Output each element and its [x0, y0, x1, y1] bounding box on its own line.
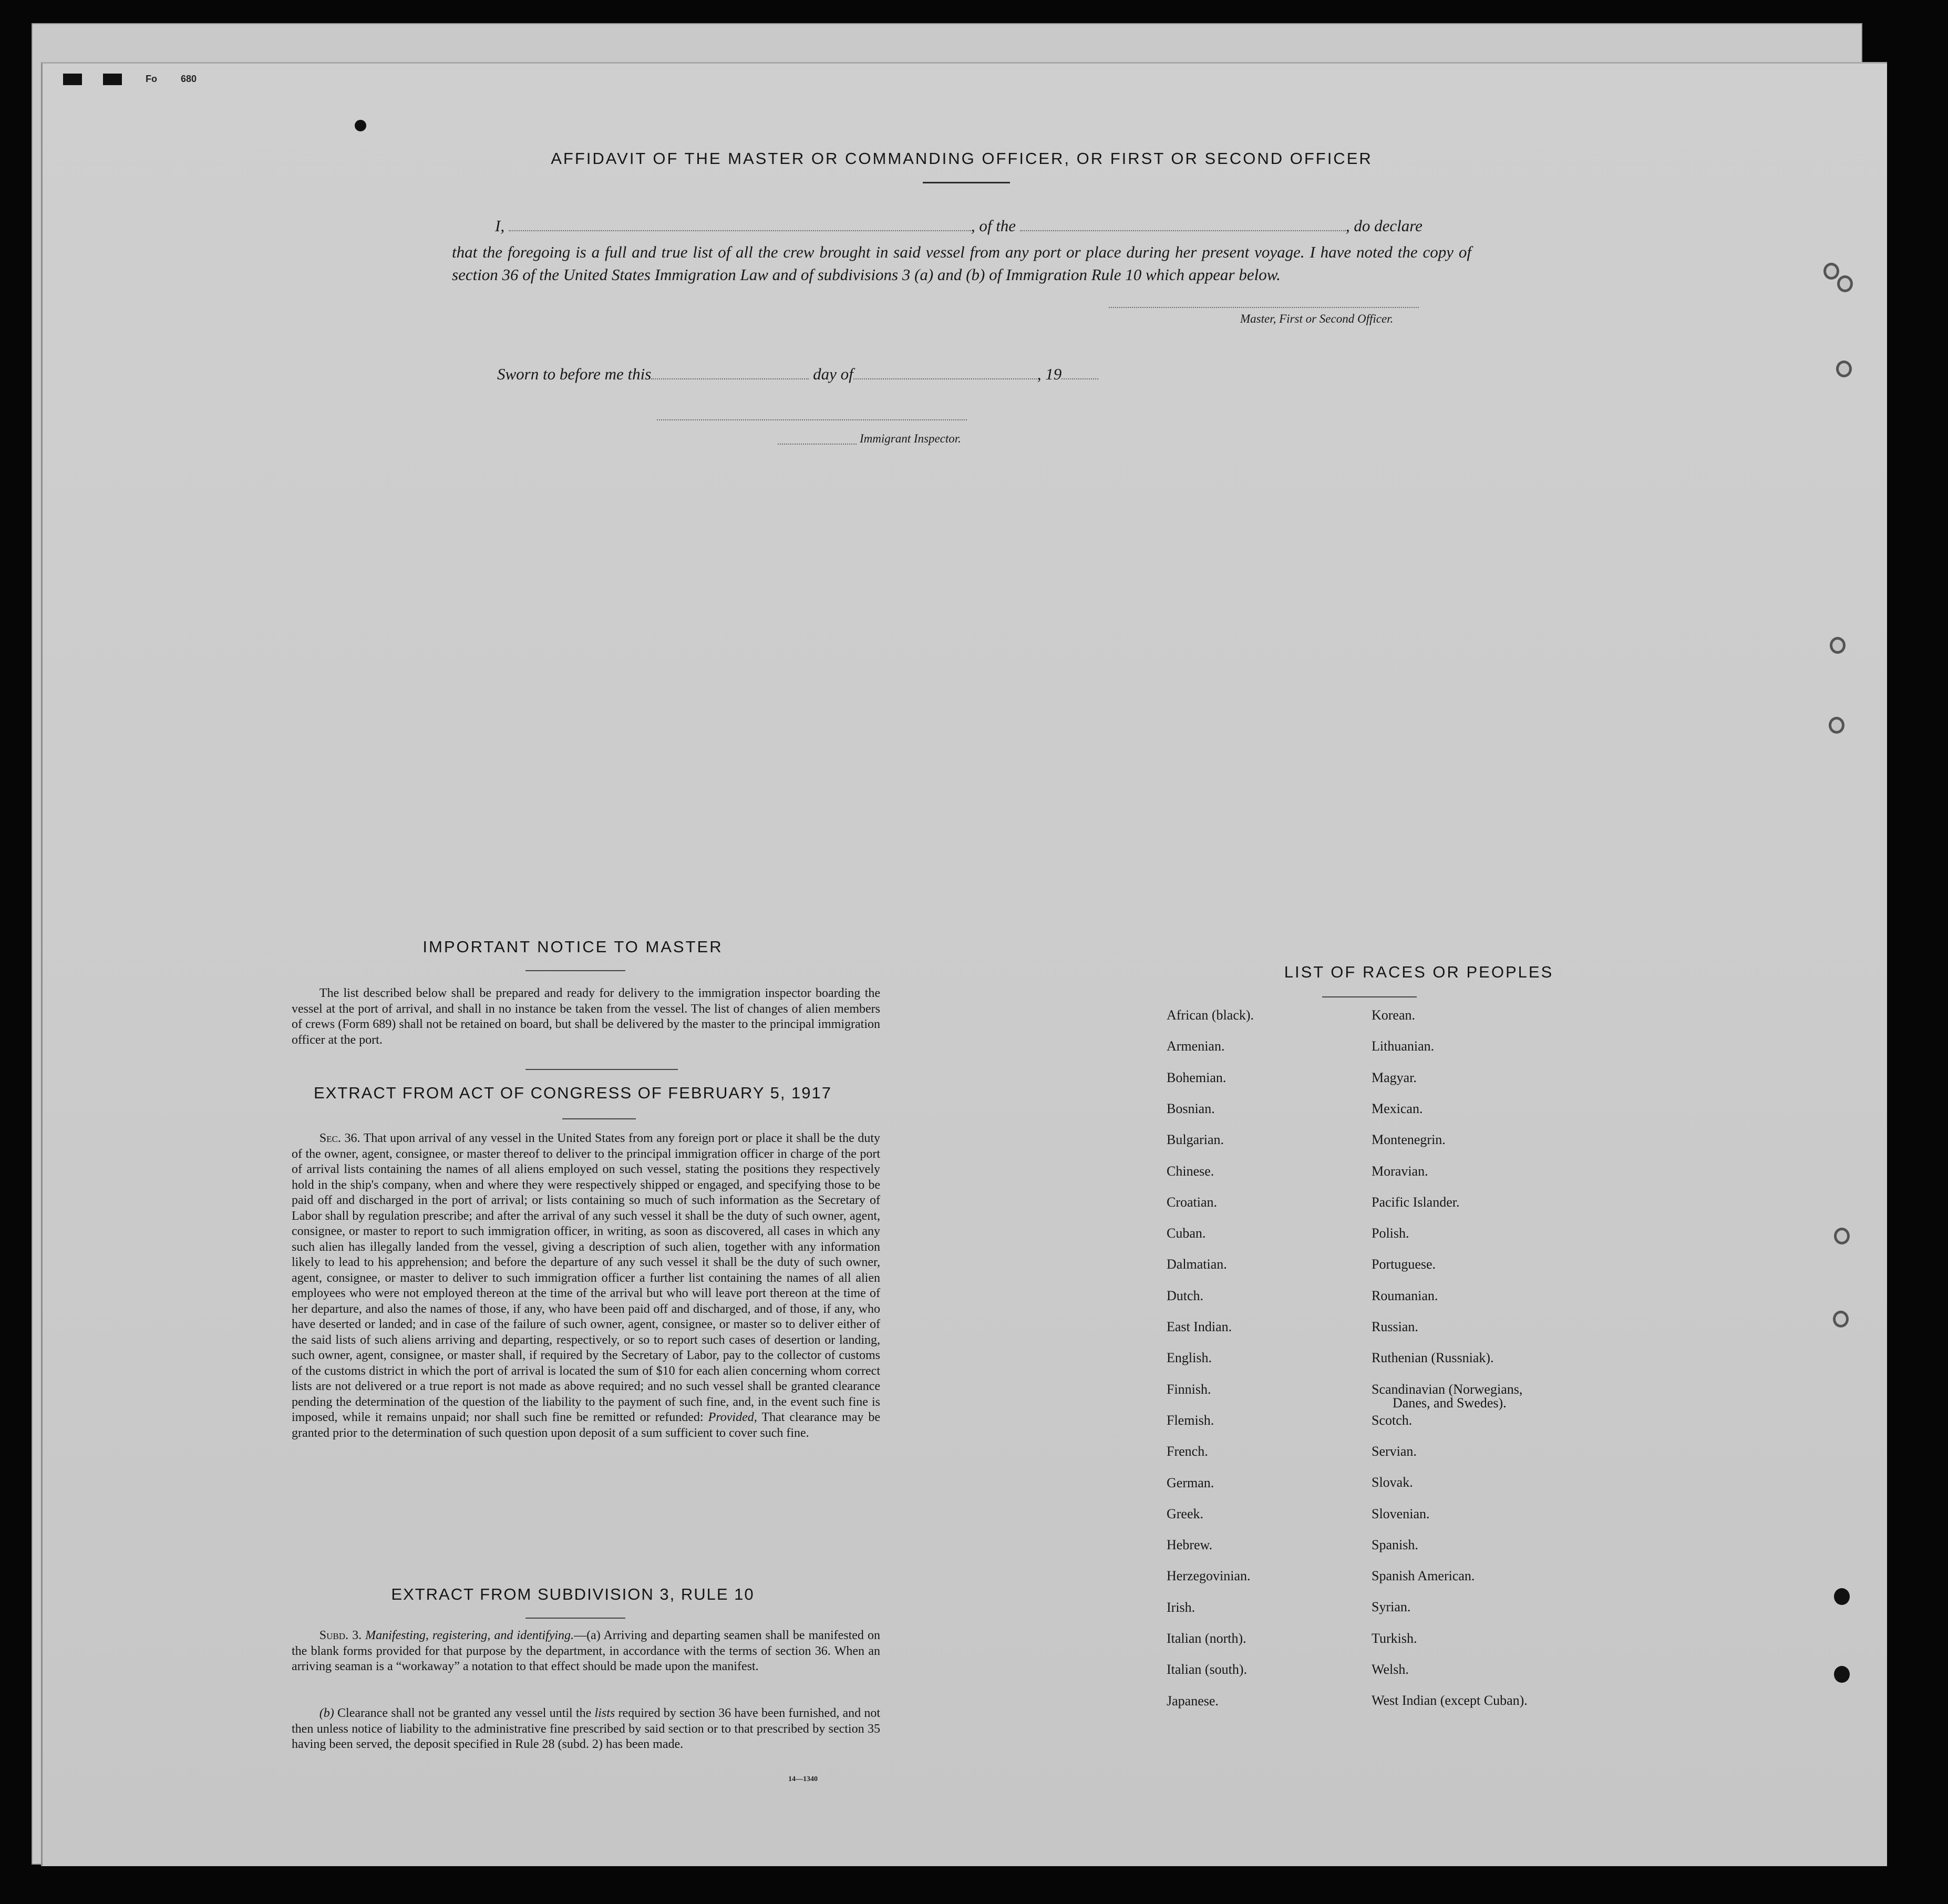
punch-hole-icon [1837, 275, 1853, 292]
race-item-left: Dalmatian. [1167, 1257, 1227, 1272]
punch-hole-icon [1834, 1666, 1850, 1683]
race-item-left: Bulgarian. [1167, 1132, 1224, 1148]
race-item-right: Lithuanian. [1372, 1038, 1435, 1054]
notice-title: IMPORTANT NOTICE TO MASTER [422, 938, 723, 956]
race-item-left: English. [1167, 1350, 1212, 1366]
section-label: Sec. 36. [319, 1131, 360, 1145]
race-item-left: Italian (north). [1167, 1631, 1246, 1646]
rule-extract-title: EXTRACT FROM SUBDIVISION 3, RULE 10 [391, 1585, 755, 1603]
race-item-right: Danes, and Swedes). [1393, 1395, 1507, 1411]
race-item-right: Magyar. [1372, 1069, 1417, 1085]
race-item-right: Servian. [1372, 1443, 1417, 1459]
race-item-right: Russian. [1372, 1319, 1418, 1334]
punch-hole-icon [1829, 717, 1844, 734]
race-item-left: Bosnian. [1167, 1100, 1215, 1116]
races-title: LIST OF RACES OR PEOPLES [1284, 963, 1554, 981]
act-extract-title-rule [562, 1118, 636, 1119]
act-extract-title: EXTRACT FROM ACT OF CONGRESS OF FEBRUARY 5, 1917 [313, 1084, 832, 1102]
inspector-signature-field[interactable] [657, 415, 967, 420]
race-item-right: Welsh. [1372, 1662, 1409, 1677]
race-item-right: Scandinavian (Norwegians, [1372, 1381, 1523, 1397]
race-item-left: East Indian. [1167, 1319, 1232, 1334]
race-item-left: Croatian. [1167, 1194, 1218, 1210]
race-item-left: Dutch. [1167, 1288, 1204, 1303]
race-item-right: Montenegrin. [1372, 1132, 1446, 1148]
race-item-right: Spanish American. [1372, 1568, 1475, 1584]
race-item-left: Armenian. [1167, 1038, 1225, 1054]
race-item-right: Roumanian. [1372, 1288, 1438, 1303]
affidavit-declaration: that the foregoing is a full and true list of all the crew brought in said vessel from any port or place during her present voyage. I have noted the copy of section 36 of the United States Immigration Law and of subdivisions 3 (a) and (b) of Immigration Rule 10 which appear below. [452, 243, 1471, 284]
race-item-right: Pacific Islander. [1372, 1194, 1460, 1210]
race-item-left: Chinese. [1167, 1163, 1214, 1179]
race-item-left: Japanese. [1167, 1693, 1219, 1709]
punch-hole-icon [1833, 1311, 1849, 1327]
race-item-left: Greek. [1167, 1506, 1204, 1521]
notice-text: The list described below shall be prepared and ready for delivery to the immigration inspector boarding the vessel at the port of arrival, and shall in no instance be taken from the vessel. The list of changes of alien members of crews (Form 689) shall not be retained on board, but shall be delivered by the master to the principal immigration officer at the port. [292, 986, 880, 1047]
affidavit-title: AFFIDAVIT OF THE MASTER OR COMMANDING OFFICER, OR FIRST OR SECOND OFFICER [551, 149, 1373, 168]
affidavit-line-1: I, , of the , do declare [495, 217, 1423, 235]
punch-hole-icon [1834, 1228, 1850, 1244]
race-item-right: Turkish. [1372, 1630, 1417, 1646]
stamp-form-number: 680 [181, 74, 197, 84]
race-item-right: Korean. [1372, 1007, 1416, 1023]
form-stamp [63, 74, 197, 85]
officer-name-field[interactable] [509, 226, 971, 231]
stamp-form-label: Fo [146, 74, 158, 84]
race-item-left: Flemish. [1167, 1412, 1214, 1428]
race-item-right: Polish. [1372, 1226, 1409, 1241]
race-item-left: Hebrew. [1167, 1537, 1213, 1553]
race-item-right: Syrian. [1372, 1599, 1411, 1615]
race-item-left: German. [1167, 1475, 1214, 1490]
race-item-right: Ruthenian (Russniak). [1372, 1350, 1494, 1366]
rule-extract-para-a: Subd. 3. Manifesting, registering, and identifying.—(a) Arriving and departing seamen shall be manifested on the blank forms provided for that purpose by the department, in accordance with the terms of section 36. When an arriving seaman is a “workaway” a notation to that effect should be made upon the manifest. [292, 1629, 880, 1673]
race-item-right: Scotch. [1372, 1412, 1413, 1428]
race-item-right: Mexican. [1372, 1100, 1423, 1116]
race-item-right: Portuguese. [1372, 1257, 1436, 1272]
punch-hole-icon [1823, 263, 1839, 280]
races-title-rule [1322, 996, 1417, 997]
vessel-name-field[interactable] [1020, 226, 1346, 231]
sworn-day-field[interactable] [651, 374, 809, 379]
race-item-left: Italian (south). [1167, 1662, 1248, 1677]
race-item-right: Slovak. [1372, 1475, 1413, 1490]
inspector-caption: Immigrant Inspector. [860, 432, 961, 445]
race-item-right: West Indian (except Cuban). [1372, 1693, 1528, 1709]
race-item-left: African (black). [1167, 1007, 1254, 1023]
affidavit-title-rule [923, 182, 1010, 183]
race-item-right: Slovenian. [1372, 1506, 1430, 1521]
sworn-month-field[interactable] [853, 374, 1037, 379]
notice-title-rule [525, 970, 625, 971]
punch-hole-icon [1830, 637, 1846, 654]
race-item-left: Cuban. [1167, 1226, 1206, 1241]
race-item-right: Spanish. [1372, 1537, 1418, 1552]
punch-hole-icon [1834, 1588, 1850, 1605]
officer-signature-caption: Master, First or Second Officer. [1240, 312, 1394, 325]
race-item-right: Moravian. [1372, 1163, 1428, 1179]
race-item-left: Finnish. [1167, 1381, 1211, 1397]
notice-divider [525, 1069, 678, 1070]
stamp-mark-icon [63, 74, 82, 85]
officer-signature-field[interactable] [1109, 303, 1419, 308]
punch-hole-icon [1836, 361, 1852, 377]
rule-extract-title-rule [525, 1618, 625, 1619]
race-item-left: French. [1167, 1444, 1208, 1459]
act-extract-text: Sec. 36. That upon arrival of any vessel in the United States from any foreign port or place it shall be the duty of the owner, agent, consignee, or master thereof to deliver to the principal immigration officer in charge of the port of arrival lists containing the names of all aliens employed on such vessel, stating the positions they respectively hold in the ship's company, when and where they were respectively shipped or engaged, and specifying those to be paid off and discharged in the port of arrival; or lists containing so much of such information as the Secretary of Labor shall by regulation prescribe; and after the arrival of any such vessel it shall be the duty of such owner, agent, consignee, or master to report to such immigration officer, in writing, as soon as discovered, all cases in which any such alien has illegally landed from the vessel, giving a description of such alien, together with any information likely to lead to his apprehension; and before the departure of any such vessel it shall be the duty of such owner, agent, consignee, or master to deliver to such immigration officer a further list containing the names of all alien employees who were not employed thereon at the time of the arrival but who will leave port thereon at the time of her departure, and also the names of those, if any, who have been paid off and discharged, and of those, if any, who have deserted or landed; and in case of the failure of such owner, agent, consignee, or master so to deliver either of the said lists of such aliens arriving and departing, respectively, or so to report such cases of desertion or landing, such owner, agent, consignee, or master shall, if required by the Secretary of Labor, pay to the collector of customs of the customs district in which the port of arrival is located the sum of $10 for each alien concerning whom correct lists are not delivered or a true report is not made as above required; and no such vessel shall be granted clearance pending the determination of the question of the liability to the payment of such fine, and, in the event such fine is imposed, while it remains unpaid; nor shall such fine be remitted or refunded: Provided, That clearance may be granted prior to the determination of such question upon deposit of a sum sufficient to cover such fine. [292, 1131, 881, 1440]
race-item-left: Bohemian. [1167, 1069, 1226, 1085]
sworn-year-field[interactable] [1061, 374, 1098, 379]
inspector-caption-leader [778, 439, 857, 445]
form-print-number: 14—1340 [788, 1775, 818, 1783]
race-item-left: Irish. [1167, 1599, 1195, 1615]
punch-hole-icon [355, 120, 366, 131]
rule-extract-para-b: (b) Clearance shall not be granted any vessel until the lists required by section 36 have been furnished, and not then unless notice of liability to the administrative fine prescribed by said section or to that prescribed by section 35 having been served, the deposit specified in Rule 28 (subd. 2) has been made. [292, 1706, 881, 1751]
race-item-left: Herzegovinian. [1167, 1568, 1251, 1584]
sworn-line: Sworn to before me this day of , 19 [497, 365, 1098, 384]
stamp-mark-icon [103, 74, 122, 85]
